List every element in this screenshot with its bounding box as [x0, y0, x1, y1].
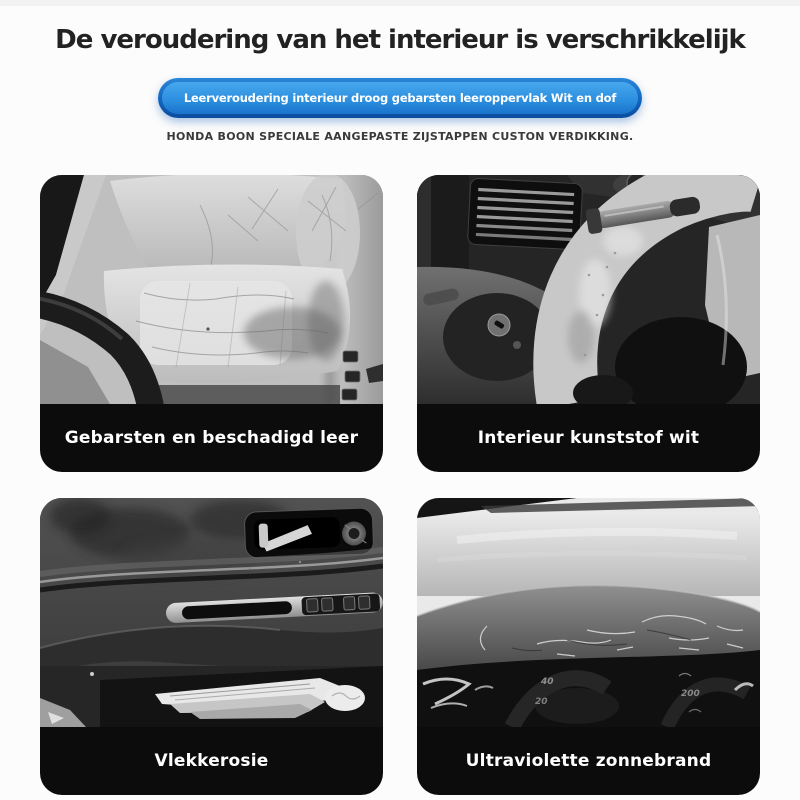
tissue: [325, 685, 365, 711]
rim-wear-patch: [568, 311, 594, 363]
sun-damaged-dashboard-photo: [417, 498, 760, 727]
dash-vent: [467, 178, 582, 250]
feature-badge: [158, 78, 642, 118]
gauge-number-40: 40: [541, 677, 554, 687]
panel-card-dashboard: [417, 498, 760, 795]
gauge-number-20: 20: [535, 697, 548, 707]
photo-grid: [0, 175, 800, 795]
cracked-leather-seat-photo: [40, 175, 383, 404]
panel-card-steering-wheel: [417, 175, 760, 472]
panel-photo-wrap: [40, 498, 383, 727]
panel-caption: Interieur kunststof wit: [477, 428, 700, 448]
panel-photo-wrap: [40, 175, 383, 404]
panel-card-leather-seat: [40, 175, 383, 472]
panel-photo-wrap: [417, 498, 760, 727]
subheadline: HONDA BOON SPECIALE AANGEPASTE ZIJSTAPPEN CUSTON VERDIKKING.: [166, 130, 634, 143]
badge-row: [0, 78, 800, 118]
panel-caption: Ultraviolette zonnebrand: [465, 751, 712, 771]
headline: De veroudering van het interieur is verschrikkelijk: [55, 25, 745, 55]
seat-rail: [140, 385, 340, 404]
panel-photo-wrap: [417, 175, 760, 404]
worn-steering-wheel-photo: [417, 175, 760, 404]
panel-card-door-panel: [40, 498, 383, 795]
stained-door-panel-photo: [40, 498, 383, 727]
panel-caption: Vlekkerosie: [154, 751, 269, 771]
feature-badge-label: Leerveroudering interieur droog gebarsten leeroppervlak Wit en dof: [162, 82, 638, 114]
top-artifact-strip: [0, 0, 800, 6]
gauge-number-200: 200: [681, 689, 700, 699]
panel-caption: Gebarsten en beschadigd leer: [64, 428, 359, 448]
